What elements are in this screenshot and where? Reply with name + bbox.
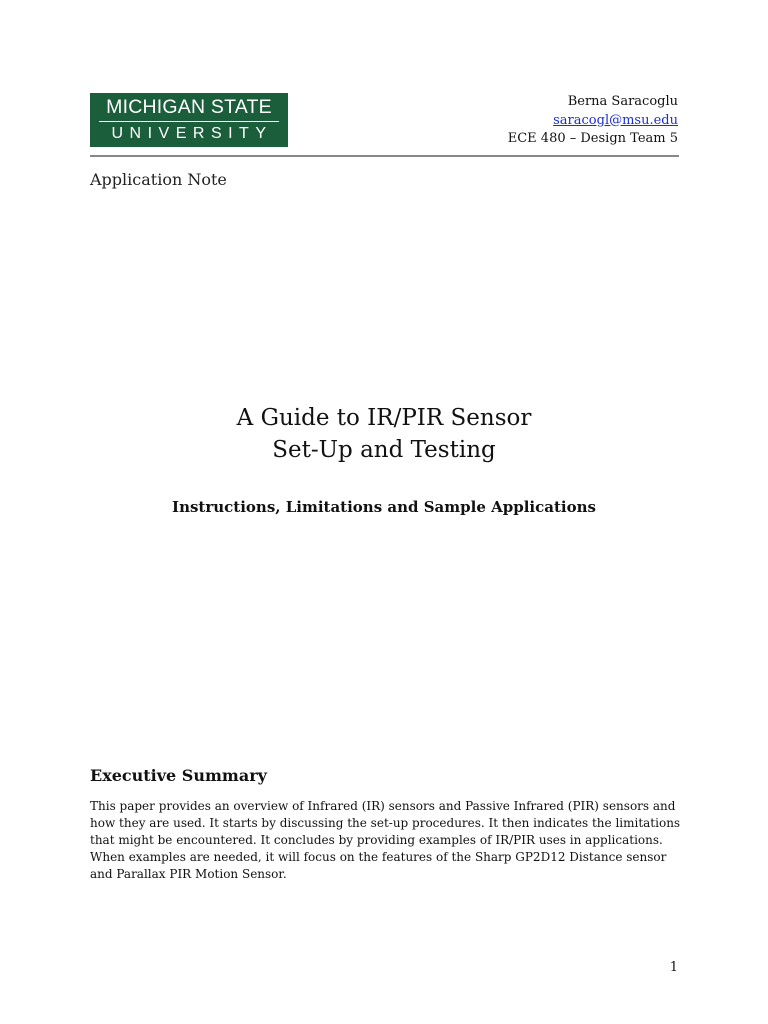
document-type-label: Application Note [90,170,227,189]
course-team: ECE 480 – Design Team 5 [507,131,678,146]
executive-summary-heading: Executive Summary [90,766,267,785]
author-email-link[interactable]: saracogl@msu.edu [553,112,678,128]
title-line-2: Set-Up and Testing [272,437,496,463]
author-name: Berna Saracoglu [567,94,678,109]
logo-line-2: UNIVERSITY [111,125,273,142]
logo-divider [99,121,279,122]
header-divider [90,155,679,157]
msu-logo [90,93,288,147]
author-block [508,93,678,149]
logo-line-1: MICHIGAN STATE [106,96,272,118]
document-subtitle: Instructions, Limitations and Sample Applications [172,498,596,516]
document-title [0,402,768,466]
executive-summary-body: This paper provides an overview of Infrared (IR) sensors and Passive Infrared (PIR) sensors and how they are used. It starts by discussing the set-up procedures. It then indicates the limitations that might be encountered. It concludes by providing examples of IR/PIR uses in applications. When examples are needed, it will focus on the features of the Sharp GP2D12 Distance sensor and Parallax PIR Motion Sensor. [90,799,681,881]
title-line-1: A Guide to IR/PIR Sensor [236,405,532,431]
page-number: 1 [669,960,678,975]
